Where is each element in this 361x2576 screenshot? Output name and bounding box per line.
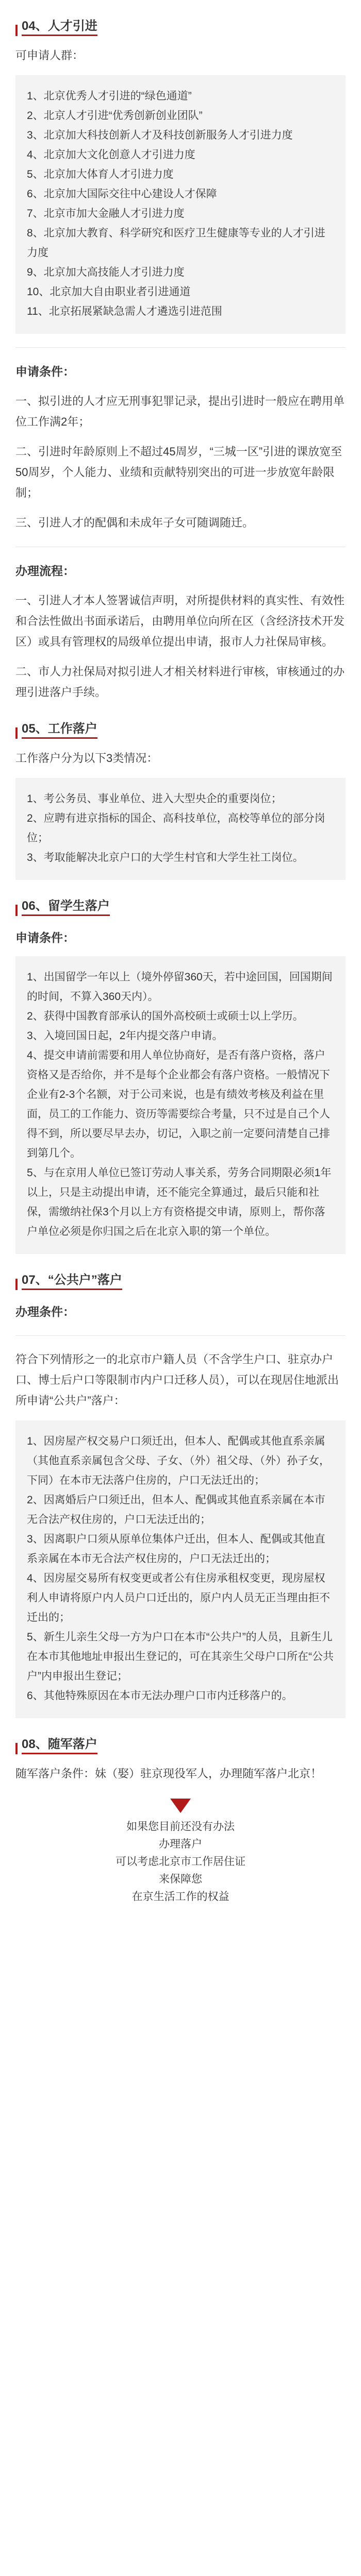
list-item: 6、北京加大国际交往中心建设人才保障: [27, 188, 217, 200]
eligible-groups-box: [15, 75, 346, 334]
list-item: 8、北京加大教育、科学研究和医疗卫生健康等专业的人才引进力度: [27, 227, 325, 259]
list-item: 4、北京加大文化创意人才引进力度: [27, 149, 195, 161]
footer-line: 在京生活工作的权益: [132, 1891, 229, 1903]
list-item: 1、因房屋产权交易户口须迁出，但本人、配偶或其他直系亲属（其他直系亲属包含父母、子女、（外）祖父母、（外）孙子女，下同）在本市无法落户住房的，户口无法迁出的；: [27, 1435, 330, 1486]
list-item: 1、考公务员、事业单位、进入大型央企的重要岗位；: [27, 793, 282, 805]
list-item: 3、因离职户口须从原单位集体户迁出，但本人、配偶或其他直系亲属在本市无合法产权住房的，户口无法迁出的；: [27, 1533, 325, 1565]
section-title: 06、留学生落户: [22, 895, 110, 916]
intro-text: 符合下列情形之一的北京市户籍人员（不含学生户口、驻京办户口、博士后户口等限制市内户口迁移人员），可以在现居住地派出所申请“公共户”落户：: [15, 1353, 339, 1407]
subheading: 申请条件：: [15, 365, 75, 378]
down-arrow-icon: [170, 1799, 191, 1813]
section-header-military: [15, 1728, 346, 1754]
list-item: 3、入境回国日起，2年内提交落户申请。: [27, 1030, 223, 1042]
subheading: 申请条件：: [15, 931, 75, 944]
list-item: 3、北京加大科技创新人才及科技创新服务人才引进力度: [27, 129, 293, 141]
divider: [15, 347, 346, 348]
page: [0, 10, 361, 2576]
public-hukou-conditions-box: [15, 1420, 346, 1718]
accent-bar: [15, 727, 18, 739]
list-item: 2、应聘有进京指标的国企、高科技单位，高校等单位的部分岗位；: [27, 812, 325, 844]
list-item: 5、北京加大体育人才引进力度: [27, 168, 174, 180]
accent-bar: [15, 25, 18, 36]
list-item: 6、其他特殊原因在本市无法办理户口市内迁移落户的。: [27, 1690, 293, 1702]
list-item: 9、北京加大高技能人才引进力度: [27, 266, 185, 278]
work-cases-box: [15, 778, 346, 880]
footer-line: 来保障您: [159, 1873, 202, 1885]
divider: [15, 1335, 346, 1336]
footer-line: 办理落户: [159, 1838, 202, 1850]
subheading: 办理流程：: [15, 564, 75, 578]
list-item: 11、北京拓展紧缺急需人才遴选引进范围: [27, 306, 222, 317]
section-title: 07、“公共户”落户: [22, 1269, 122, 1290]
section-header-overseas: [15, 890, 346, 916]
intro-text: 可申请人群：: [15, 49, 84, 62]
process-text: 二、市人力社保局对拟引进人才相关材料进行审核，审核通过的办理引进落户手续。: [15, 665, 345, 699]
condition-text: 一、拟引进的人才应无刑事犯罪记录，提出引进时一般应在聘用单位工作满2年；: [15, 395, 345, 428]
section-header-public-hukou: [15, 1264, 346, 1290]
list-item: 1、北京优秀人才引进的“绿色通道”: [27, 90, 192, 102]
footer-line: 如果您目前还没有办法: [126, 1821, 235, 1833]
intro-text: 工作落户分为以下3类情况：: [15, 752, 158, 765]
list-item: 5、新生儿亲生父母一方为户口在本市“公共户”的人员，且新生儿在本市其他地址申报出生登记的，可在其亲生父母户口所在“公共户”内申报出生登记；: [27, 1631, 334, 1682]
footer-note: [15, 1818, 346, 1906]
list-item: 2、获得中国教育部承认的国外高校硕士或硕士以上学历。: [27, 1010, 304, 1022]
list-item: 2、北京人才引进“优秀创新创业团队”: [27, 110, 203, 122]
military-text: 随军落户条件：妹（娶）驻京现役军人，办理随军落户北京！: [15, 1767, 322, 1780]
condition-text: 二、引进时年龄原则上不超过45周岁，“三城一区”引进的课放宽至50周岁，个人能力、业绩和贡献特别突出的可进一步放宽年龄限制；: [15, 445, 342, 499]
list-item: 7、北京市加大金融人才引进力度: [27, 208, 185, 219]
condition-text: 三、引进人才的配偶和未成年子女可随调随迁。: [15, 516, 254, 529]
section-header-work: [15, 713, 346, 739]
accent-bar: [15, 905, 18, 916]
section-title: 05、工作落户: [22, 718, 97, 739]
list-item: 3、考取能解决北京户口的大学生村官和大学生社工岗位。: [27, 852, 304, 863]
section-title: 04、人才引进: [22, 15, 97, 36]
process-text: 一、引进人才本人签署诚信声明，对所提供材料的真实性、有效性和合法性做出书面承诺后，由聘用单位向所在区（含经济技术开发区）或具有管理权的局级单位提出申请，报市人力社保局审核。: [15, 594, 345, 648]
subheading: 办理条件：: [15, 1305, 75, 1318]
accent-bar: [15, 1279, 18, 1290]
list-item: 5、与在京用人单位已签订劳动人事关系，劳务合同期限必须1年以上，只是主动提出申请，还不能完全算通过，最后只能和社保，需缴纳社保3个月以上方有资格提交申请，原则上，帮你落户单位必须是你归国之后在北京入职的第一个单位。: [27, 1167, 332, 1238]
list-item: 4、提交申请前需要和用人单位协商好，是否有落户资格，落户资格又是否给你，并不是每个企业都会有落户资格。一般情况下企业有2-3个名额，对于公司来说，也是有绩效考核及利益在里面，员工的工作能力、资历等需要综合考量，只不过是自己个人得不到，所以要尽早去办，切记，入职之前一定要问清楚自己排到第几个。: [27, 1049, 330, 1159]
overseas-conditions-box: [15, 956, 346, 1254]
accent-bar: [15, 1743, 18, 1754]
list-item: 2、因离婚后户口须迁出，但本人、配偶或其他直系亲属在本市无合法产权住房的，户口无法迁出的；: [27, 1494, 325, 1526]
list-item: 1、出国留学一年以上（境外停留360天，若中途回国，回国期间的时间，不算入360天内）。: [27, 971, 333, 1003]
section-header-talent: [15, 10, 346, 36]
list-item: 4、因房屋交易所有权变更或者公有住房承租权变更，现房屋权利人申请将原户内人员户口迁出的，原户内人员无正当理由拒不迁出的；: [27, 1572, 330, 1623]
section-title: 08、随军落户: [22, 1734, 97, 1754]
footer-line: 可以考虑北京市工作居住证: [116, 1856, 245, 1868]
list-item: 10、北京加大自由职业者引进通道: [27, 286, 191, 298]
